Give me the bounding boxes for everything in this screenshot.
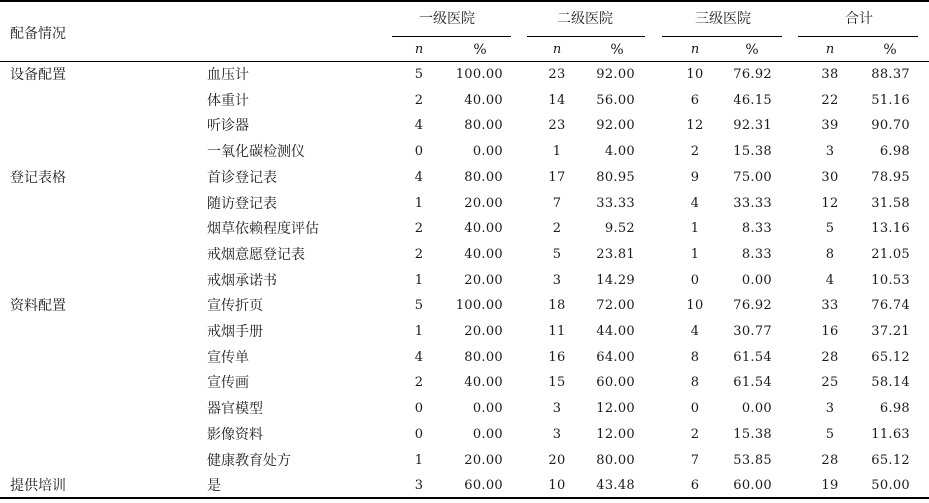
- cell-n: 3: [414, 478, 424, 493]
- cell-pct: 6.98: [879, 401, 910, 416]
- cell-n: 12: [686, 118, 704, 133]
- cell-pct: 51.16: [871, 93, 910, 108]
- row-category: 登记表格: [10, 170, 66, 186]
- cell-pct: 15.38: [733, 144, 772, 159]
- cell-pct: 80.00: [596, 453, 635, 468]
- row-item: 影像资料: [207, 427, 263, 443]
- cell-n: 28: [821, 453, 839, 468]
- cell-pct: 65.12: [871, 350, 910, 365]
- cell-pct: 92.00: [596, 118, 635, 133]
- row-item: 是: [207, 478, 221, 494]
- cell-n: 16: [821, 324, 839, 339]
- cell-pct: 100.00: [455, 67, 503, 82]
- cell-pct: 30.77: [733, 324, 772, 339]
- cell-n: 16: [548, 350, 566, 365]
- cell-pct: 43.48: [596, 478, 635, 493]
- cell-pct: 61.54: [733, 375, 772, 390]
- cell-pct: 88.37: [871, 67, 910, 82]
- cell-n: 28: [821, 350, 839, 365]
- row-item: 宣传画: [207, 375, 249, 391]
- cell-pct: 15.38: [733, 427, 772, 442]
- cell-n: 7: [552, 196, 562, 211]
- cell-n: 1: [414, 196, 424, 211]
- cell-pct: 6.98: [879, 144, 910, 159]
- subheader-pct: %: [610, 42, 624, 58]
- cell-n: 1: [690, 221, 700, 236]
- cell-pct: 11.63: [871, 427, 910, 442]
- cell-n: 3: [552, 427, 562, 442]
- cell-n: 5: [414, 298, 424, 313]
- cell-n: 2: [690, 144, 700, 159]
- cell-pct: 76.92: [733, 67, 772, 82]
- cell-n: 5: [825, 427, 835, 442]
- subheader-n: n: [690, 42, 700, 57]
- cell-n: 8: [690, 375, 700, 390]
- cell-pct: 21.05: [871, 247, 910, 262]
- cell-pct: 60.00: [596, 375, 635, 390]
- cell-pct: 76.92: [733, 298, 772, 313]
- cell-pct: 20.00: [464, 324, 503, 339]
- cell-n: 1: [690, 247, 700, 262]
- cell-n: 38: [821, 67, 839, 82]
- table-bottom-rule: [0, 497, 929, 499]
- row-item: 宣传折页: [207, 298, 263, 314]
- cell-pct: 50.00: [871, 478, 910, 493]
- cell-n: 6: [690, 93, 700, 108]
- cell-pct: 20.00: [464, 453, 503, 468]
- cell-pct: 58.14: [871, 375, 910, 390]
- cell-pct: 56.00: [596, 93, 635, 108]
- group-header: 一级医院: [419, 11, 475, 27]
- cell-pct: 20.00: [464, 273, 503, 288]
- row-item: 体重计: [207, 93, 249, 109]
- cell-pct: 78.95: [871, 170, 910, 185]
- cell-n: 5: [552, 247, 562, 262]
- cell-pct: 76.74: [871, 298, 910, 313]
- cell-n: 4: [690, 196, 700, 211]
- cell-n: 1: [414, 324, 424, 339]
- cell-n: 23: [548, 118, 566, 133]
- row-item: 戒烟手册: [207, 324, 263, 340]
- cell-n: 4: [825, 273, 835, 288]
- cell-n: 7: [690, 453, 700, 468]
- table-header-rule: [0, 61, 929, 62]
- cell-n: 9: [690, 170, 700, 185]
- cell-pct: 80.00: [464, 350, 503, 365]
- cell-pct: 80.00: [464, 170, 503, 185]
- cell-n: 0: [414, 401, 424, 416]
- cell-pct: 0.00: [472, 144, 503, 159]
- cell-pct: 60.00: [733, 478, 772, 493]
- cell-pct: 40.00: [464, 93, 503, 108]
- cell-n: 14: [548, 93, 566, 108]
- subheader-pct: %: [745, 42, 759, 58]
- row-item: 器官模型: [207, 401, 263, 417]
- cell-n: 2: [552, 221, 562, 236]
- cell-n: 19: [821, 478, 839, 493]
- cell-pct: 8.33: [741, 221, 772, 236]
- table-top-rule: [0, 0, 929, 2]
- cell-n: 2: [414, 221, 424, 236]
- cell-n: 1: [552, 144, 562, 159]
- cell-pct: 37.21: [871, 324, 910, 339]
- cell-n: 0: [690, 273, 700, 288]
- subheader-n: n: [825, 42, 835, 57]
- cell-pct: 92.31: [733, 118, 772, 133]
- cell-n: 8: [690, 350, 700, 365]
- cell-pct: 4.00: [604, 144, 635, 159]
- cell-pct: 9.52: [604, 221, 635, 236]
- cell-n: 18: [548, 298, 566, 313]
- cell-n: 10: [686, 298, 704, 313]
- cell-n: 4: [414, 350, 424, 365]
- subheader-n: n: [552, 42, 562, 57]
- cell-n: 2: [414, 247, 424, 262]
- subheader-pct: %: [883, 42, 897, 58]
- cell-n: 33: [821, 298, 839, 313]
- row-item: 宣传单: [207, 350, 249, 366]
- cell-pct: 80.95: [596, 170, 635, 185]
- cell-pct: 0.00: [472, 401, 503, 416]
- row-item: 一氧化碳检测仪: [207, 144, 305, 160]
- group-header: 三级医院: [695, 11, 751, 27]
- cell-n: 3: [552, 273, 562, 288]
- cell-pct: 80.00: [464, 118, 503, 133]
- cell-pct: 31.58: [871, 196, 910, 211]
- cell-n: 2: [414, 93, 424, 108]
- cell-n: 30: [821, 170, 839, 185]
- group-underline: [798, 36, 918, 37]
- cell-n: 0: [414, 427, 424, 442]
- cell-n: 10: [548, 478, 566, 493]
- cell-pct: 20.00: [464, 196, 503, 211]
- cell-n: 20: [548, 453, 566, 468]
- group-header: 合计: [845, 11, 873, 27]
- cell-n: 2: [414, 375, 424, 390]
- cell-n: 5: [414, 67, 424, 82]
- cell-pct: 65.12: [871, 453, 910, 468]
- cell-n: 4: [690, 324, 700, 339]
- cell-pct: 0.00: [741, 401, 772, 416]
- cell-pct: 40.00: [464, 247, 503, 262]
- group-header: 二级医院: [557, 11, 613, 27]
- cell-n: 3: [552, 401, 562, 416]
- cell-n: 3: [825, 401, 835, 416]
- row-item: 血压计: [207, 67, 249, 83]
- cell-pct: 61.54: [733, 350, 772, 365]
- cell-pct: 72.00: [596, 298, 635, 313]
- group-underline: [527, 36, 645, 37]
- row-item: 戒烟承诺书: [207, 273, 277, 289]
- cell-n: 0: [690, 401, 700, 416]
- cell-n: 11: [548, 324, 566, 339]
- row-category: 资料配置: [10, 298, 66, 314]
- cell-n: 3: [825, 144, 835, 159]
- row-item: 健康教育处方: [207, 453, 291, 469]
- cell-pct: 8.33: [741, 247, 772, 262]
- cell-pct: 0.00: [741, 273, 772, 288]
- row-item: 听诊器: [207, 118, 249, 134]
- cell-n: 4: [414, 118, 424, 133]
- row-category: 设备配置: [10, 67, 66, 83]
- row-item: 戒烟意愿登记表: [207, 247, 305, 263]
- cell-pct: 12.00: [596, 401, 635, 416]
- cell-n: 10: [686, 67, 704, 82]
- stub-header: 配备情况: [10, 26, 66, 42]
- cell-n: 6: [690, 478, 700, 493]
- cell-pct: 33.33: [733, 196, 772, 211]
- cell-pct: 33.33: [596, 196, 635, 211]
- subheader-n: n: [414, 42, 424, 57]
- cell-pct: 60.00: [464, 478, 503, 493]
- cell-pct: 44.00: [596, 324, 635, 339]
- cell-n: 23: [548, 67, 566, 82]
- cell-n: 1: [414, 453, 424, 468]
- cell-n: 4: [414, 170, 424, 185]
- cell-n: 5: [825, 221, 835, 236]
- cell-pct: 90.70: [871, 118, 910, 133]
- cell-n: 17: [548, 170, 566, 185]
- cell-pct: 92.00: [596, 67, 635, 82]
- cell-pct: 0.00: [472, 427, 503, 442]
- cell-pct: 64.00: [596, 350, 635, 365]
- cell-pct: 14.29: [596, 273, 635, 288]
- cell-pct: 23.81: [596, 247, 635, 262]
- cell-pct: 12.00: [596, 427, 635, 442]
- cell-n: 25: [821, 375, 839, 390]
- cell-pct: 46.15: [733, 93, 772, 108]
- cell-pct: 10.53: [871, 273, 910, 288]
- cell-pct: 75.00: [733, 170, 772, 185]
- cell-n: 8: [825, 247, 835, 262]
- cell-pct: 40.00: [464, 375, 503, 390]
- cell-n: 22: [821, 93, 839, 108]
- row-item: 首诊登记表: [207, 170, 277, 186]
- row-category: 提供培训: [10, 478, 66, 494]
- cell-n: 2: [690, 427, 700, 442]
- cell-n: 0: [414, 144, 424, 159]
- cell-pct: 40.00: [464, 221, 503, 236]
- cell-n: 15: [548, 375, 566, 390]
- group-underline: [392, 36, 511, 37]
- group-underline: [662, 36, 782, 37]
- cell-n: 39: [821, 118, 839, 133]
- row-item: 烟草依赖程度评估: [207, 221, 319, 237]
- subheader-pct: %: [473, 42, 487, 58]
- cell-n: 1: [414, 273, 424, 288]
- cell-n: 12: [821, 196, 839, 211]
- cell-pct: 53.85: [733, 453, 772, 468]
- row-item: 随访登记表: [207, 196, 277, 212]
- cell-pct: 100.00: [455, 298, 503, 313]
- cell-pct: 13.16: [871, 221, 910, 236]
